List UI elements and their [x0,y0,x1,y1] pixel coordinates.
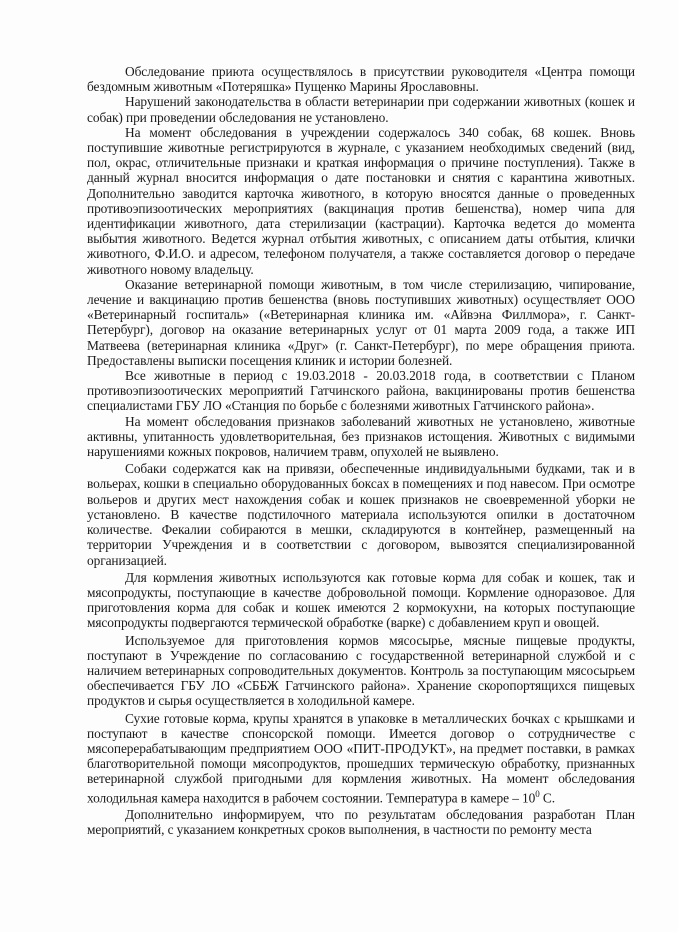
paragraph-veterinary-care: Оказание ветеринарной помощи животным, в том числе стерилизацию, чипирование, лечение и вакцинацию против бешенства (вновь поступивших животных) осуществляет ООО «Ветеринарный госпиталь» («Ветеринарная клиника им. «Айвэна Филлмора», г. Санкт-Петербург), договор на оказание ветеринарных услуг от 01 марта 2009 года, а также ИП Матвеева (ветеринарная клиника «Друг» (г. Санкт-Петербург), по мере обращения приюта. Предоставлены выписки посещения клиник и истории болезней. [87,276,635,368]
paragraph-storage [87,711,635,806]
paragraph-action-plan: Дополнительно информируем, что по результатам обследования разработан План мероприятий, с указанием конкретных сроков выполнения, в частности по ремонту места [87,807,635,838]
paragraph-vaccination: Все животные в период с 19.03.2018 - 20.03.2018 года, в соответствии с Планом противоэпизоотических мероприятий Гатчинского района, вакцинированы против бешенства специалистами ГБУ ЛО «Станция по борьбе с болезнями животных Гатчинского района». [87,368,635,414]
paragraph-health-status: На момент обследования признаков заболеваний животных не установлено, животные активны, упитанность удовлетворительная, без признаков истощения. Животных с видимыми нарушениями кожных покровов, наличием травм, опухолей не выявлено. [87,413,635,460]
paragraph-housing: Собаки содержатся как на привязи, обеспеченные индивидуальными будками, так и в вольерах, кошки в специально оборудованных боксах в помещениях и под навесом. При осмотре вольеров и других мест нахождения собак и кошек признаков не своевременной уборки не установлено. В качестве подстилочного материала используются опилки в достаточном количестве. Фекалии собираются в мешки, складируются в контейнер, размещенный на территории Учреждения и в соответствии с договором, вывозятся специализированной организацией. [87,461,635,568]
document-body [87,64,635,838]
paragraph-feeding: Для кормления животных используются как готовые корма для собак и кошек, так и мясопродукты, поступающие в качестве добровольной помощи. Кормление одноразовое. Для приготовления корма для собак и кошек имеются 2 кормокухни, на которых поступающие мясопродукты подвергаются термической обработке (варке) с добавлением круп и овощей. [87,569,635,631]
paragraph-animal-registration: На момент обследования в учреждении содержалось 340 собак, 68 кошек. Вновь поступившие животные регистрируются в журнале, с указанием необходимых сведений (вид, пол, окрас, отличительные признаки и краткая информация о причине поступления). Также в данный журнал вносится информация о дате постановки и снятия с карантина животных. Дополнительно заводится карточка животного, в которую вносятся данные о проведенных противоэпизоотических мероприятиях (вакцинация против бешенства), номер чипа для идентификации животного, дата стерилизации (кастрации). Карточка ведется до момента выбытия животного. Ведется журнал отбытия животных, с описанием даты отбытия, клички животного, Ф.И.О. и адресом, телефоном получателя, а также составляется договор о передаче животного новому владельцу. [87,124,635,277]
paragraph-raw-materials: Используемое для приготовления кормов мясосырье, мясные пищевые продукты, поступают в Учреждение по согласованию с государственной ветеринарной службой и с наличием ветеринарных сопроводительных документов. Контроль за поступающим мясосырьем обеспечивается ГБУ ЛО «СББЖ Гатчинского района». Хранение скоропортящихся пищевых продуктов и сырья осуществляется в холодильной камере. [87,632,635,709]
temperature-degree: 0 [535,788,540,799]
paragraph-inspection-presence: Обследование приюта осуществлялось в присутствии руководителя «Центра помощи бездомным животным «Потеряшка» Пущенко Марины Ярославовны. [87,64,635,95]
storage-text: Сухие готовые корма, крупы хранятся в упаковке в металлических бочках с крышками и поступают в качестве спонсорской помощи. Имеется договор о сотрудничестве с мясоперерабатывающим предприятием ООО «ПИТ-ПРОДУКТ», на предмет поставки, в рамках благотворительной помощи мясопродуктов, прошедших термическую обработку, признанных ветеринарной службой пригодными для кормления животных. На момент обследования холодильная камера находится в рабочем состоянии. Температура в камере – 10 [87,710,635,806]
paragraph-no-violations: Нарушений законодательства в области ветеринарии при содержании животных (кошек и собак) при проведении обследования не установлено. [87,94,635,125]
temperature-unit: С. [539,790,555,806]
